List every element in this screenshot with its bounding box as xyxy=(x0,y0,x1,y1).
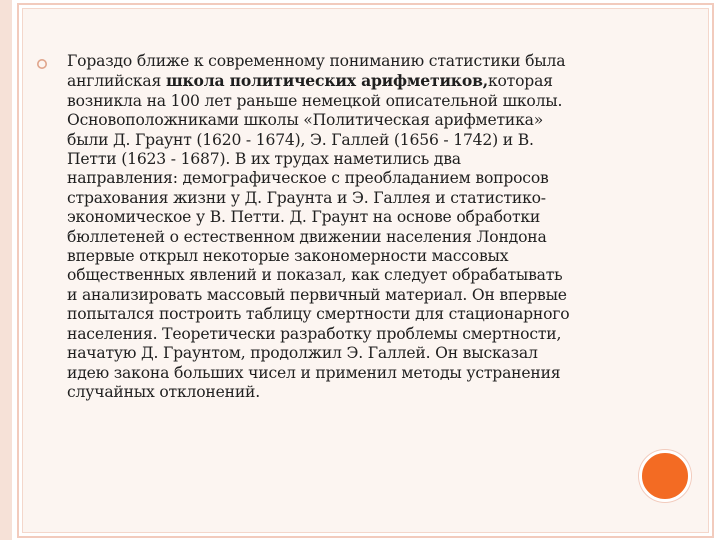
bold-term: школа политических арифметиков, xyxy=(165,71,488,91)
text-run: попытался построить таблицу смертности для стационарного xyxy=(67,305,570,324)
bullet-ring-icon xyxy=(36,58,48,70)
text-line xyxy=(67,52,667,71)
text-run: идею закона больших чисел и применил методы устранения xyxy=(67,363,561,382)
left-decor-stripe xyxy=(0,0,12,540)
text-run: которая xyxy=(487,72,553,91)
text-line xyxy=(67,228,667,247)
text-line xyxy=(67,247,667,266)
text-run: населения. Теоретически разработку проблемы смертности, xyxy=(67,324,562,343)
text-run: общественных явлений и показал, как следует обрабатывать xyxy=(67,266,563,285)
text-run: Петти (1623 - 1687). В их трудах наметились два xyxy=(67,150,461,169)
text-line xyxy=(67,344,667,363)
text-line xyxy=(67,383,667,402)
text-run: начатую Д. Граунтом, продолжил Э. Галлей. Он высказал xyxy=(67,344,538,363)
text-run: Основоположниками школы «Политическая арифметика» xyxy=(67,111,544,130)
text-line xyxy=(67,169,667,188)
text-line xyxy=(67,364,667,383)
text-run: бюллетеней о естественном движении населения Лондона xyxy=(67,227,547,246)
text-run: возникла на 100 лет раньше немецкой описательной школы. xyxy=(67,91,563,110)
text-run: Гораздо ближе к современному пониманию статистики была xyxy=(67,52,566,70)
text-run: страхования жизни у Д. Граунта и Э. Галлея и статистико- xyxy=(67,188,546,207)
text-run: впервые открыл некоторые закономерности массовых xyxy=(67,247,509,266)
text-line xyxy=(67,92,667,111)
text-line xyxy=(67,305,667,324)
text-run: и анализировать массовый первичный материал. Он впервые xyxy=(67,285,567,304)
text-run: случайных отклонений. xyxy=(67,382,260,401)
text-run: направления: демографическое с преобладанием вопросов xyxy=(67,169,549,188)
text-run: английская xyxy=(67,72,166,91)
text-line xyxy=(67,208,667,227)
decorative-orange-circle xyxy=(639,450,691,502)
text-line xyxy=(67,189,667,208)
slide-body-text xyxy=(67,52,667,402)
text-line xyxy=(67,325,667,344)
text-line xyxy=(67,266,667,285)
text-line xyxy=(67,71,667,91)
text-line xyxy=(67,286,667,305)
text-line xyxy=(67,131,667,150)
text-run: были Д. Граунт (1620 - 1674), Э. Галлей (1656 - 1742) и В. xyxy=(67,130,534,149)
text-line xyxy=(67,150,667,169)
text-line xyxy=(67,111,667,130)
text-run: экономическое у В. Петти. Д. Граунт на основе обработки xyxy=(67,208,541,227)
